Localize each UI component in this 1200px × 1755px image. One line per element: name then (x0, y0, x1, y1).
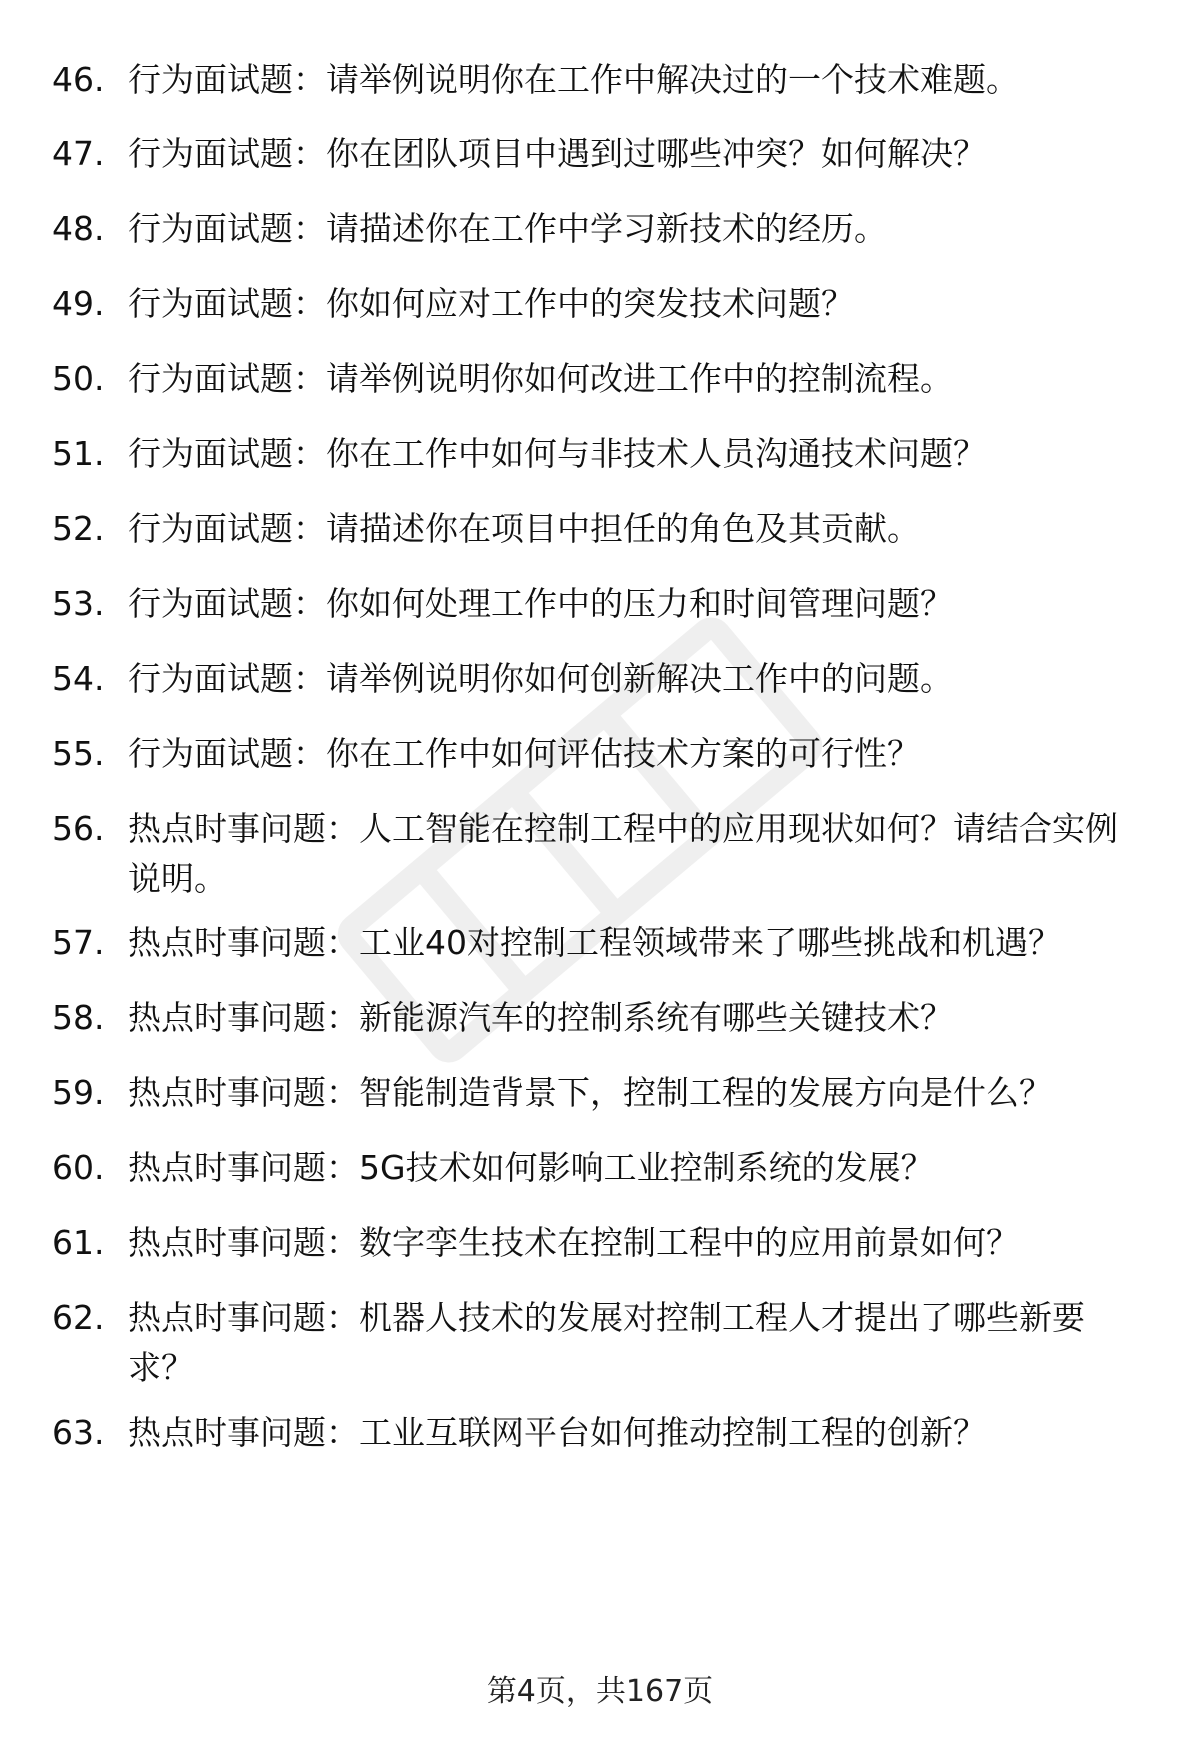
question-text: 热点时事问题：数字孪生技术在控制工程中的应用前景如何？ (128, 1223, 1019, 1262)
list-item (52, 1143, 1142, 1193)
question-text: 热点时事问题：工业40对控制工程领域带来了哪些挑战和机遇？ (128, 923, 1061, 962)
list-item (52, 729, 1142, 779)
list-item (52, 55, 1142, 105)
question-text: 行为面试题：你在工作中如何评估技术方案的可行性？ (128, 734, 920, 773)
question-number: 58. (52, 998, 105, 1037)
page-number: 第4页，共167页 (486, 1674, 714, 1709)
question-text: 行为面试题：请举例说明你如何改进工作中的控制流程。 (128, 359, 953, 398)
question-text: 行为面试题：请描述你在工作中学习新技术的经历。 (128, 209, 887, 248)
question-number: 57. (52, 923, 105, 962)
question-number: 52. (52, 509, 105, 548)
question-text: 热点时事问题：新能源汽车的控制系统有哪些关键技术？ (128, 998, 953, 1037)
question-number: 48. (52, 209, 105, 248)
list-item (52, 1293, 1142, 1393)
question-number: 62. (52, 1298, 105, 1337)
question-number: 55. (52, 734, 105, 773)
list-item (52, 129, 1142, 179)
question-text: 行为面试题：你在团队项目中遇到过哪些冲突？如何解决？ (128, 134, 986, 173)
question-text: 行为面试题：请描述你在项目中担任的角色及其贡献。 (128, 509, 920, 548)
question-number: 61. (52, 1223, 105, 1262)
question-text: 热点时事问题：人工智能在控制工程中的应用现状如何？请结合实例说明。 (128, 809, 1118, 898)
list-item (52, 993, 1142, 1043)
list-item (52, 504, 1142, 554)
question-text: 热点时事问题：机器人技术的发展对控制工程人才提出了哪些新要求？ (128, 1298, 1085, 1387)
question-number: 51. (52, 434, 105, 473)
list-item (52, 654, 1142, 704)
question-text: 行为面试题：你在工作中如何与非技术人员沟通技术问题？ (128, 434, 986, 473)
question-number: 56. (52, 809, 105, 848)
question-number: 59. (52, 1073, 105, 1112)
question-number: 50. (52, 359, 105, 398)
question-text: 行为面试题：你如何应对工作中的突发技术问题？ (128, 284, 854, 323)
question-number: 49. (52, 284, 105, 323)
question-number: 53. (52, 584, 105, 623)
list-item (52, 918, 1142, 968)
question-number: 63. (52, 1413, 105, 1452)
list-item (52, 429, 1142, 479)
list-item (52, 354, 1142, 404)
question-text: 热点时事问题：5G技术如何影响工业控制系统的发展？ (128, 1148, 934, 1187)
question-text: 热点时事问题：智能制造背景下，控制工程的发展方向是什么？ (128, 1073, 1052, 1112)
question-text: 行为面试题：请举例说明你在工作中解决过的一个技术难题。 (128, 60, 1019, 99)
list-item (52, 279, 1142, 329)
question-number: 54. (52, 659, 105, 698)
question-text: 行为面试题：请举例说明你如何创新解决工作中的问题。 (128, 659, 953, 698)
list-item (52, 1408, 1142, 1458)
question-number: 46. (52, 60, 105, 99)
list-item (52, 579, 1142, 629)
question-number: 60. (52, 1148, 105, 1187)
list-item (52, 1218, 1142, 1268)
list-item (52, 204, 1142, 254)
list-item (52, 1068, 1142, 1118)
question-number: 47. (52, 134, 105, 173)
question-text: 行为面试题：你如何处理工作中的压力和时间管理问题？ (128, 584, 953, 623)
question-text: 热点时事问题：工业互联网平台如何推动控制工程的创新？ (128, 1413, 986, 1452)
list-item (52, 804, 1142, 904)
